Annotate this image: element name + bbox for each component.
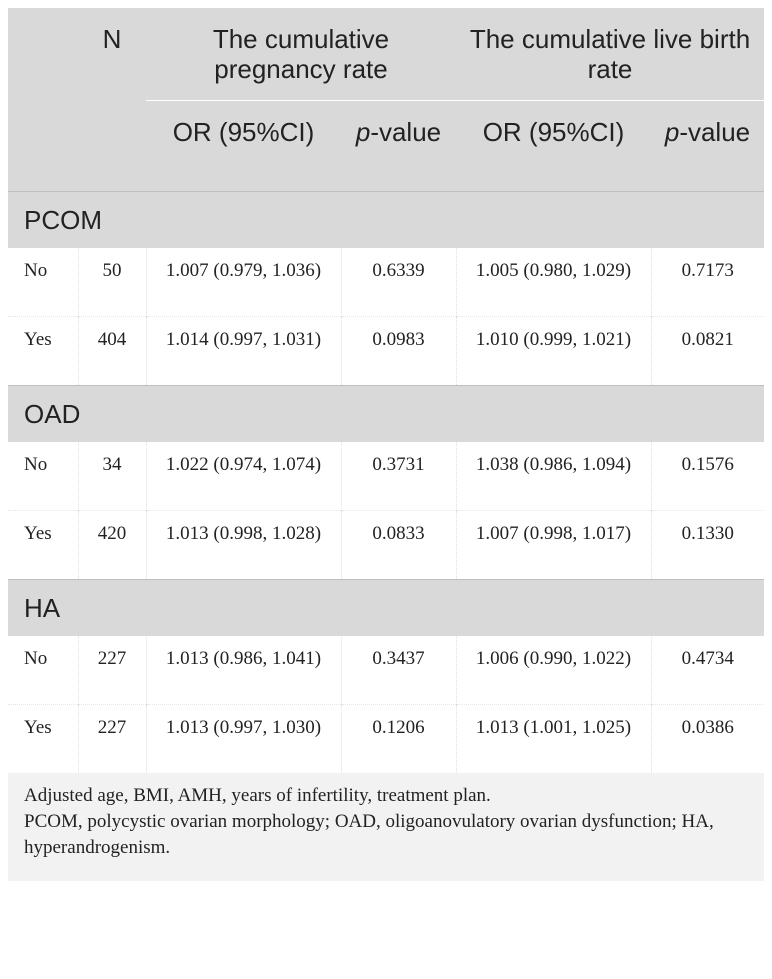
cell-or-pregnancy: 1.014 (0.997, 1.031) <box>146 317 341 386</box>
row-label: Yes <box>8 511 78 580</box>
cell-p-pregnancy: 0.0983 <box>341 317 456 386</box>
cell-or-live-birth: 1.038 (0.986, 1.094) <box>456 442 651 511</box>
table-row <box>8 442 764 511</box>
table-footnote <box>8 773 764 881</box>
section-row <box>8 192 764 249</box>
header-p-suffix: -value <box>370 117 442 147</box>
cell-or-live-birth: 1.010 (0.999, 1.021) <box>456 317 651 386</box>
cell-p-live-birth: 0.1576 <box>681 454 734 475</box>
header-p-italic: p <box>355 117 371 147</box>
cell-n: 227 <box>78 636 146 705</box>
header-p-italic: p <box>664 117 680 147</box>
header-cumulative-pregnancy-rate: The cumulative pregnancy rate <box>146 8 456 101</box>
header-n: N <box>78 8 146 192</box>
cell-n: 420 <box>78 511 146 580</box>
header-p-suffix: -value <box>679 117 751 147</box>
cell-p-pregnancy: 0.1206 <box>341 705 456 774</box>
cell-n: 404 <box>78 317 146 386</box>
footnote-line-1: Adjusted age, BMI, AMH, years of infertility, treatment plan. <box>24 785 491 806</box>
row-label: Yes <box>8 317 78 386</box>
table-header <box>8 8 764 192</box>
row-label: No <box>8 636 78 705</box>
header-or-live-birth: OR (95%CI) <box>456 101 651 192</box>
cell-or-pregnancy: 1.013 (0.986, 1.041) <box>146 636 341 705</box>
cell-n: 34 <box>78 442 146 511</box>
cell-or-pregnancy: 1.013 (0.998, 1.028) <box>146 511 341 580</box>
cell-p-live-birth: 0.0821 <box>651 317 764 386</box>
cell-p-live-birth: 0.0386 <box>651 705 764 774</box>
cell-n: 50 <box>78 248 146 317</box>
cell-p-live-birth: 0.4734 <box>681 648 734 669</box>
footnote-line-2: PCOM, polycystic ovarian morphology; OAD, oligoanovulatory ovarian dysfunction; HA, hyperandrogenism. <box>24 811 714 858</box>
header-cumulative-live-birth-rate: The cumulative live birth rate <box>456 8 764 101</box>
cell-p-pregnancy: 0.6339 <box>341 248 456 317</box>
cell-or-pregnancy: 1.013 (0.997, 1.030) <box>146 705 341 774</box>
cell-n: 227 <box>78 705 146 774</box>
section-label: HA <box>8 580 764 637</box>
cell-p-pregnancy: 0.0833 <box>341 511 456 580</box>
header-or-pregnancy: OR (95%CI) <box>146 101 341 192</box>
cell-p-live-birth: 0.7173 <box>681 260 734 281</box>
results-table <box>8 8 764 881</box>
cell-or-live-birth: 1.005 (0.980, 1.029) <box>456 248 651 317</box>
row-label: No <box>8 442 78 511</box>
header-blank <box>8 8 78 192</box>
header-p-live-birth <box>651 101 764 192</box>
cell-p-pregnancy: 0.3731 <box>341 442 456 511</box>
section-label: PCOM <box>8 192 764 249</box>
cell-or-pregnancy: 1.007 (0.979, 1.036) <box>146 248 341 317</box>
cell-or-live-birth: 1.007 (0.998, 1.017) <box>456 511 651 580</box>
table-row <box>8 636 764 705</box>
section-label: OAD <box>8 386 764 443</box>
cell-or-live-birth: 1.006 (0.990, 1.022) <box>456 636 651 705</box>
table-row <box>8 317 764 386</box>
row-label: Yes <box>8 705 78 774</box>
table-row <box>8 705 764 774</box>
header-p-pregnancy <box>341 101 456 192</box>
cell-or-live-birth: 1.013 (1.001, 1.025) <box>456 705 651 774</box>
footnote-row <box>8 773 764 881</box>
cell-p-live-birth: 0.1330 <box>651 511 764 580</box>
section-row <box>8 580 764 637</box>
row-label: No <box>8 248 78 317</box>
cell-or-pregnancy: 1.022 (0.974, 1.074) <box>146 442 341 511</box>
section-row <box>8 386 764 443</box>
table-body <box>8 192 764 882</box>
cell-p-pregnancy: 0.3437 <box>341 636 456 705</box>
table-row <box>8 511 764 580</box>
table-row <box>8 248 764 317</box>
